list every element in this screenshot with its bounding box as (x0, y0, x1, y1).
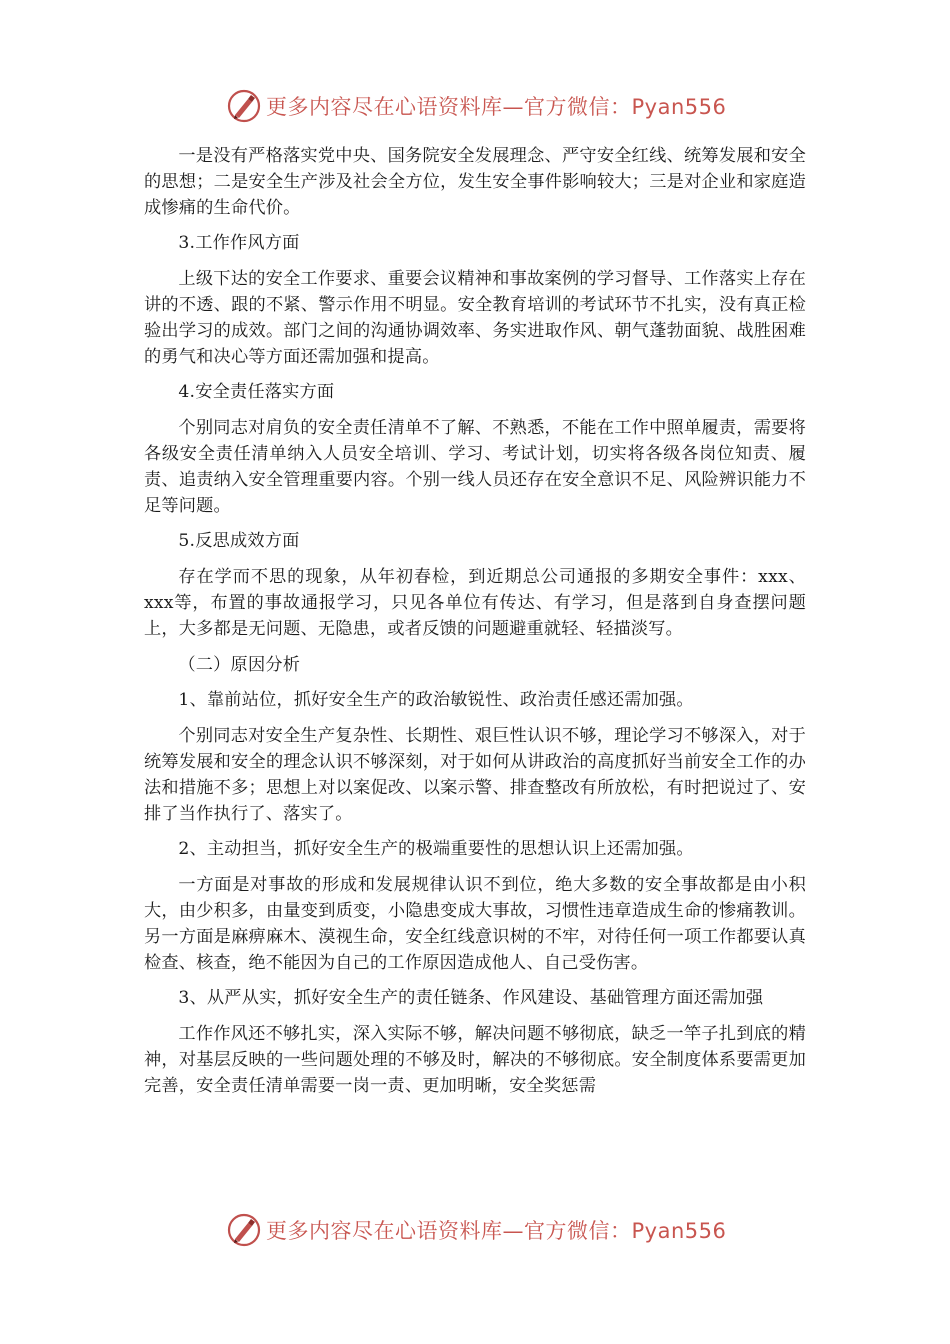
paragraph: 个别同志对肩负的安全责任清单不了解、不熟悉，不能在工作中照单履责，需要将各级安全责任清单纳入人员安全培训、学习、考试计划，切实将各级各岗位知责、履责、追责纳入安全管理重要内容。个别一线人员还存在安全意识不足、风险辨识能力不足等问题。 (144, 418, 806, 516)
paragraph: 上级下达的安全工作要求、重要会议精神和事故案例的学习督导、工作落实上存在讲的不透、跟的不紧、警示作用不明显。安全教育培训的考试环节不扎实，没有真正检验出学习的成效。部门之间的沟通协调效率、务实进取作风、朝气蓬勃面貌、战胜困难的勇气和决心等方面还需加强和提高。 (144, 269, 806, 367)
paragraph: 工作作风还不够扎实，深入实际不够，解决问题不够彻底，缺乏一竿子扎到底的精神，对基层反映的一些问题处理的不够及时，解决的不够彻底。安全制度体系要需更加完善，安全责任清单需要一岗一责、更加明晰，安全奖惩需 (144, 1024, 806, 1096)
document-body (144, 144, 806, 1110)
section-heading: （二）原因分析 (178, 654, 301, 675)
pen-logo-icon (226, 88, 262, 124)
footer-banner-text: 更多内容尽在心语资料库—官方微信：Pyan556 (266, 1219, 727, 1243)
subsection-heading: 2、主动担当，抓好安全生产的极端重要性的思想认识上还需加强。 (178, 839, 694, 860)
paragraph: 一方面是对事故的形成和发展规律认识不到位，绝大多数的安全事故都是由小积大，由少积多，由量变到质变，小隐患变成大事故，习惯性违章造成生命的惨痛教训。另一方面是麻痹麻木、漠视生命，安全红线意识树的不牢，对待任何一项工作都要认真检查、核查，绝不能因为自己的工作原因造成他人、自己受伤害。 (144, 875, 806, 973)
paragraph: 存在学而不思的现象，从年初春检，到近期总公司通报的多期安全事件：xxx、xxx等，布置的事故通报学习，只见各单位有传达、有学习，但是落到自身查摆问题上，大多都是无问题、无隐患，或者反馈的问题避重就轻、轻描淡写。 (144, 567, 806, 639)
section-heading: 5.反思成效方面 (178, 531, 300, 552)
pen-logo-icon (226, 1212, 262, 1248)
header-banner (226, 86, 726, 126)
paragraph: 个别同志对安全生产复杂性、长期性、艰巨性认识不够，理论学习不够深入，对于统筹发展和安全的理念认识不够深刻，对于如何从讲政治的高度抓好当前安全工作的办法和措施不多；思想上对以案促改、以案示警、排查整改有所放松，有时把说过了、安排了当作执行了、落实了。 (144, 726, 806, 824)
footer-banner (226, 1210, 726, 1250)
header-banner-text: 更多内容尽在心语资料库—官方微信：Pyan556 (266, 95, 727, 119)
subsection-heading: 3、从严从实，抓好安全生产的责任链条、作风建设、基础管理方面还需加强 (178, 988, 764, 1009)
section-heading: 4.安全责任落实方面 (178, 382, 335, 403)
paragraph: 一是没有严格落实党中央、国务院安全发展理念、严守安全红线、统筹发展和安全的思想；二是安全生产涉及社会全方位，发生安全事件影响较大；三是对企业和家庭造成惨痛的生命代价。 (144, 146, 806, 218)
section-heading: 3.工作作风方面 (178, 233, 300, 254)
subsection-heading: 1、靠前站位，抓好安全生产的政治敏锐性、政治责任感还需加强。 (178, 690, 694, 711)
